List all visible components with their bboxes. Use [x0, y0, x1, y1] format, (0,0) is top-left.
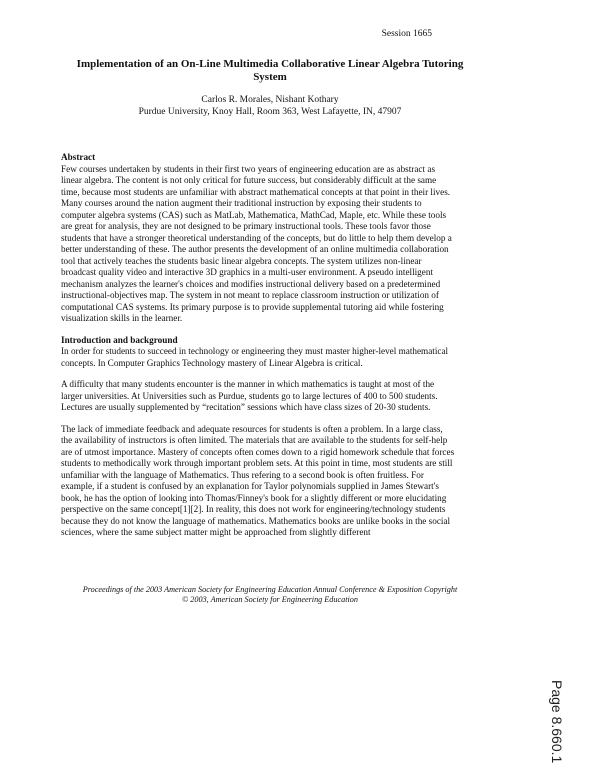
- author-block: [60, 95, 480, 118]
- abstract-text: Few courses undertaken by students in their first two years of engineering education are as abstract as linear algebra. The content is not only critical for future success, but considerably difficult at the same time, because most students are unfamiliar with abstract mathematical concepts at that point in their lives. Many courses around the nation augment their traditional instruction by exposing their students to computer algebra systems (CAS) such as MatLab, Mathematica, MathCad, Maple, etc. While these tools are great for analysis, they are not designed to be primary instructional tools. These tools favor those students that have a stronger theoretical understanding of the concepts, but do little to help them develop a better understanding of these. The author presents the development of an online multimedia collaboration tool that actively teaches the students basic linear algebra concepts. The system utilizes non-linear broadcast quality video and interactive 3D graphics in a multi-user environment. A pseudo intelligent mechanism analyzes the learner's choices and modifies instructional delivery based on a predetermined instructional-objectives map. The system in not meant to replace classroom instruction or utilization of computational CAS systems. Its primary purpose is to provide supplemental tutoring aid while fostering visualization skills in the learner.: [61, 163, 452, 323]
- footer-line-1: Proceedings of the 2003 American Society for Engineering Education Annual Conference & Exposition Copyright: [82, 585, 458, 594]
- intro-paragraph-1: In order for students to succeed in technology or engineering they must master higher-level mathematical concepts. In Computer Graphics Technology mastery of Linear Algebra is critical.: [61, 346, 449, 368]
- footer-line-2: © 2003, American Society for Engineering Education: [182, 595, 358, 604]
- introduction-heading: Introduction and background: [61, 334, 178, 345]
- proceedings-footer: [60, 585, 480, 605]
- intro-paragraph-3: The lack of immediate feedback and adequate resources for students is often a problem. In a large class, the availability of instructors is often limited. The materials that are available to the students for self-help are of utmost importance. Mastery of concepts often comes down to a rigid homework schedule that forces students to methodically work through important problem sets. At this point in time, most students are still unfamiliar with the language of Mathematics. Thus refering to a second book is often fruitless. For example, if a student is confused by an explanation for Taylor polynomials supplied in James Stewart's book, he has the option of looking into Thomas/Finney's book for a slightly different or more elucidating perspective on the same concept[1][2]. In reality, this does not work for engineering/technology students because they do not know the language of mathematics. Mathematics books are unlike books in the social sciences, where the same subject matter might be approached from slightly different: [61, 423, 455, 537]
- author-names: Carlos R. Morales, Nishant Kothary: [201, 95, 339, 105]
- session-number: Session 1665: [381, 29, 432, 39]
- abstract-heading: Abstract: [61, 152, 96, 162]
- paper-body: [61, 152, 456, 549]
- intro-paragraph-2: A difficulty that many students encounter is the manner in which mathematics is taught at most of the larger universities. At Universities such as Purdue, students go to large lectures of 400 to 500 students. Lectures are usually supplemented by “recitation” sessions which have class sizes of 20-30 students.: [61, 379, 438, 412]
- paper-title: Implementation of an On-Line Multimedia Collaborative Linear Algebra Tutoring System: [76, 58, 464, 83]
- author-affiliation: Purdue University, Knoy Hall, Room 363, West Lafayette, IN, 47907: [138, 106, 402, 117]
- page-number: Page 8.660.1: [549, 680, 565, 764]
